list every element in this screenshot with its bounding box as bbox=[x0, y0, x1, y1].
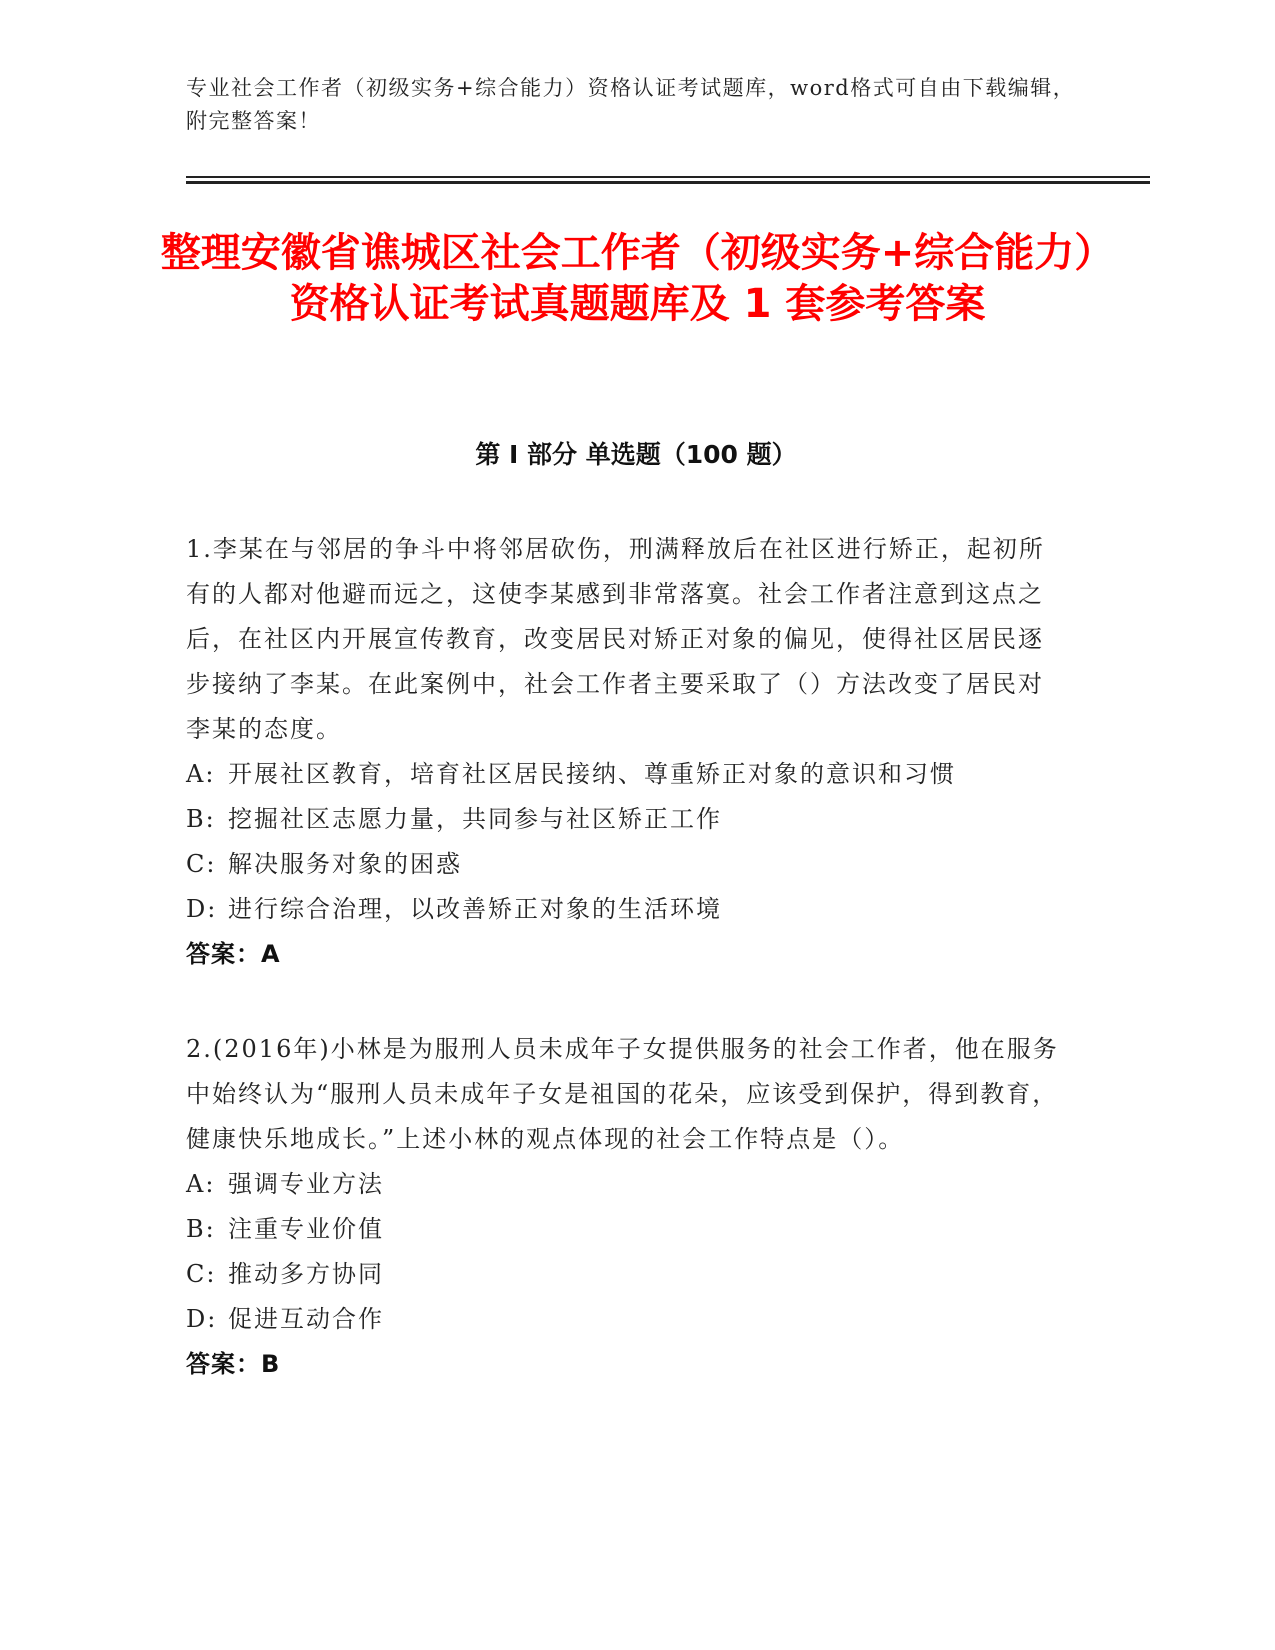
answer-line: 答案：A bbox=[186, 940, 281, 968]
option-c bbox=[186, 1252, 1066, 1297]
question-2 bbox=[186, 1027, 1066, 1387]
option-a bbox=[186, 752, 1066, 797]
option-text: 挖掘社区志愿力量，共同参与社区矫正工作 bbox=[228, 805, 722, 833]
option-letter: C: bbox=[186, 1260, 217, 1288]
option-text: 解决服务对象的困惑 bbox=[228, 850, 462, 878]
option-text: 开展社区教育，培育社区居民接纳、尊重矫正对象的意识和习惯 bbox=[228, 760, 956, 788]
option-d bbox=[186, 887, 1066, 932]
option-letter: D: bbox=[186, 1305, 218, 1333]
question-stem: 2.(2016年)小林是为服刑人员未成年子女提供服务的社会工作者，他在服务中始终认为“服刑人员未成年子女是祖国的花朵，应该受到保护，得到教育，健康快乐地成长。”上述小林的观点体现的社会工作特点是（）。 bbox=[186, 1035, 1059, 1153]
option-letter: A: bbox=[186, 760, 216, 788]
option-text: 进行综合治理，以改善矫正对象的生活环境 bbox=[228, 895, 722, 923]
option-c bbox=[186, 842, 1066, 887]
question-1 bbox=[186, 527, 1066, 977]
option-b bbox=[186, 1207, 1066, 1252]
option-b bbox=[186, 797, 1066, 842]
option-letter: C: bbox=[186, 850, 217, 878]
option-letter: B: bbox=[186, 1215, 216, 1243]
document-title: 整理安徽省谯城区社会工作者（初级实务+综合能力）资格认证考试真题题库及 1 套参考答案 bbox=[160, 230, 1115, 327]
option-text: 注重专业价值 bbox=[228, 1215, 384, 1243]
option-letter: B: bbox=[186, 805, 216, 833]
option-a bbox=[186, 1162, 1066, 1207]
option-text: 强调专业方法 bbox=[228, 1170, 384, 1198]
section-heading: 第 I 部分 单选题（100 题） bbox=[475, 440, 797, 469]
option-text: 促进互动合作 bbox=[228, 1305, 384, 1333]
question-stem: 1.李某在与邻居的争斗中将邻居砍伤，刑满释放后在社区进行矫正，起初所有的人都对他避而远之，这使李某感到非常落寞。社会工作者注意到这点之后，在社区内开展宣传教育，改变居民对矫正对象的偏见，使得社区居民逐步接纳了李某。在此案例中，社会工作者主要采取了（）方法改变了居民对李某的态度。 bbox=[186, 535, 1045, 743]
header-divider-thick bbox=[186, 181, 1150, 184]
option-letter: A: bbox=[186, 1170, 216, 1198]
header-note: 专业社会工作者（初级实务+综合能力）资格认证考试题库，word格式可自由下载编辑，附完整答案！ bbox=[186, 76, 1076, 133]
option-letter: D: bbox=[186, 895, 218, 923]
option-text: 推动多方协同 bbox=[228, 1260, 384, 1288]
option-d bbox=[186, 1297, 1066, 1342]
answer-line: 答案：B bbox=[186, 1350, 281, 1378]
header-divider-thin bbox=[186, 176, 1150, 178]
